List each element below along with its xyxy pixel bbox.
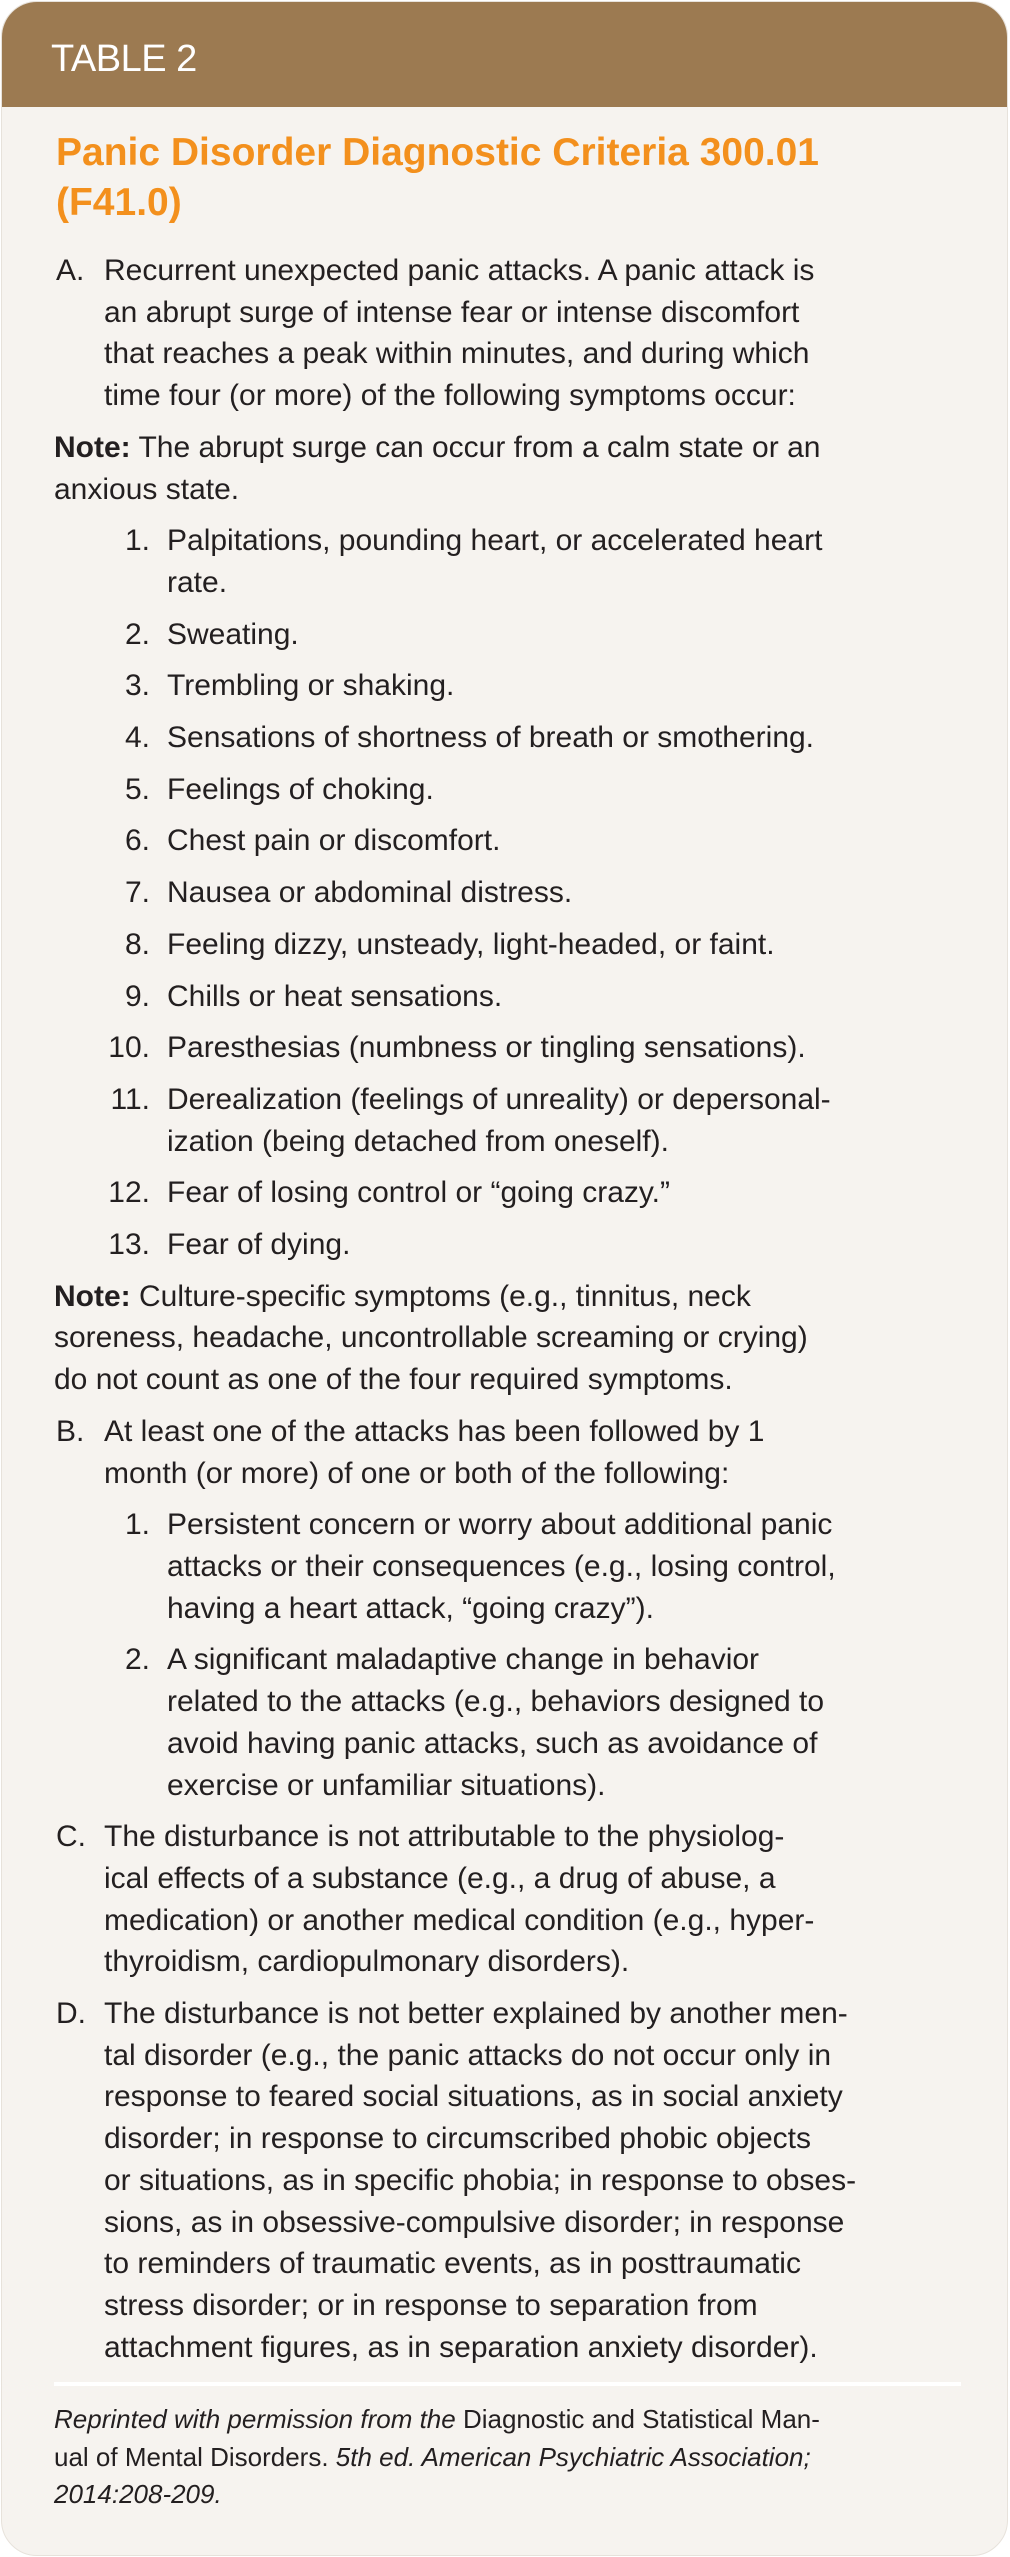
divider xyxy=(54,2382,961,2386)
text-line: to reminders of traumatic events, as in posttraumatic xyxy=(104,2247,801,2281)
item-number: 2. xyxy=(124,617,150,651)
text-line: Chest pain or discomfort. xyxy=(167,824,501,858)
text-line: At least one of the attacks has been followed by 1 xyxy=(104,1414,765,1448)
text-line: Nausea or abdominal distress. xyxy=(167,876,573,910)
title-line: (F41.0) xyxy=(56,181,182,224)
list-item xyxy=(2,924,1007,966)
text-line: attacks or their consequences (e.g., losing control, xyxy=(167,1549,836,1583)
criterion-letter: D. xyxy=(56,1997,86,2031)
text-line xyxy=(2,427,1007,469)
text-line: Persistent concern or worry about additional panic xyxy=(167,1508,833,1542)
footnote-title-text: ual of Mental Disorders. xyxy=(54,2441,329,2472)
text-line: Fear of losing control or “going crazy.” xyxy=(167,1176,670,1210)
item-number: 13. xyxy=(108,1228,150,1262)
criterion-block xyxy=(2,1993,1007,2368)
item-number: 11. xyxy=(110,1082,150,1116)
text-line: thyroidism, cardiopulmonary disorders). xyxy=(104,1945,630,1979)
note-text: The abrupt surge can occur from a calm state or an xyxy=(130,430,821,464)
list-item xyxy=(2,1172,1007,1214)
text-line: Sensations of shortness of breath or smothering. xyxy=(167,721,815,755)
text-line: medication) or another medical condition (e.g., hyper- xyxy=(104,1903,815,1937)
footnote-italic-text: Reprinted with permission from the xyxy=(54,2404,463,2434)
list-item xyxy=(2,717,1007,759)
table-label: TABLE 2 xyxy=(51,38,197,80)
list-item xyxy=(2,614,1007,656)
text-line: The disturbance is not better explained by another men- xyxy=(104,1997,848,2031)
text-line: soreness, headache, uncontrollable screaming or crying) xyxy=(54,1321,808,1355)
text-line: Palpitations, pounding heart, or accelerated heart xyxy=(167,524,823,558)
item-number: 1. xyxy=(124,524,150,558)
text-line: ization (being detached from oneself). xyxy=(167,1124,669,1158)
item-number: 12. xyxy=(108,1176,150,1210)
list-item xyxy=(2,769,1007,811)
item-number: 10. xyxy=(108,1031,150,1065)
item-number: 3. xyxy=(124,669,150,703)
footnote-italic-text: 2014:208-209. xyxy=(54,2479,222,2509)
text-line: do not count as one of the four required symptoms. xyxy=(54,1363,733,1397)
text-line: Sweating. xyxy=(167,617,299,651)
criterion-letter: A. xyxy=(56,254,85,287)
footnote-line xyxy=(54,2476,820,2514)
text-line xyxy=(2,1276,1007,1318)
item-number: 6. xyxy=(124,824,150,858)
text-line: avoid having panic attacks, such as avoidance of xyxy=(167,1726,818,1760)
criterion-block xyxy=(2,1816,1007,1983)
text-line: rate. xyxy=(167,565,228,599)
text-line: having a heart attack, “going crazy”). xyxy=(167,1591,654,1625)
text-line: stress disorder; or in response to separation from xyxy=(104,2288,758,2322)
table-card xyxy=(1,1,1008,2556)
text-line: sions, as in obsessive-compulsive disorder; in response xyxy=(104,2205,845,2239)
list-item xyxy=(2,665,1007,707)
text-line: Fear of dying. xyxy=(167,1228,351,1262)
list-item xyxy=(2,1224,1007,1266)
note-block xyxy=(2,427,1007,510)
item-number: 8. xyxy=(124,927,150,961)
list-item xyxy=(2,520,1007,603)
footnote-title-text: Diagnostic and Statistical Man- xyxy=(462,2404,820,2434)
list-item xyxy=(2,1027,1007,1069)
text-line: an abrupt surge of intense fear or intense discomfort xyxy=(104,295,800,329)
text-line: The disturbance is not attributable to the physiolog- xyxy=(104,1820,785,1854)
footnote-line xyxy=(54,2401,820,2439)
criterion-letter: C. xyxy=(56,1820,86,1854)
text-line: attachment figures, as in separation anxiety disorder). xyxy=(104,2330,818,2364)
note-label: Note: xyxy=(54,430,131,464)
list-item xyxy=(2,820,1007,862)
text-line: anxious state. xyxy=(54,472,240,506)
text-line: month (or more) of one or both of the following: xyxy=(104,1456,730,1490)
text-line: Paresthesias (numbness or tingling sensations). xyxy=(167,1031,806,1065)
text-line: response to feared social situations, as in social anxiety xyxy=(104,2080,843,2114)
text-line: Derealization (feelings of unreality) or depersonal- xyxy=(167,1082,831,1116)
list-item xyxy=(2,872,1007,914)
list-item xyxy=(2,976,1007,1018)
text-line: or situations, as in specific phobia; in response to obses- xyxy=(104,2163,857,2197)
text-line: exercise or unfamiliar situations). xyxy=(167,1768,606,1802)
criterion-letter: B. xyxy=(56,1414,85,1448)
footnote-italic-text: 5th ed. American Psychiatric Association; xyxy=(328,2441,811,2472)
text-line: tal disorder (e.g., the panic attacks do not occur only in xyxy=(104,2038,832,2072)
text-line: Feeling dizzy, unsteady, light-headed, or faint. xyxy=(167,927,775,961)
text-line: Trembling or shaking. xyxy=(167,669,455,703)
criterion-block xyxy=(2,1411,1007,1494)
criterion-block xyxy=(2,250,1007,417)
list-item xyxy=(2,1504,1007,1629)
text-line: A significant maladaptive change in behavior xyxy=(167,1643,760,1677)
note-text: Culture-specific symptoms (e.g., tinnitus, neck xyxy=(130,1279,751,1313)
text-line: time four (or more) of the following symptoms occur: xyxy=(104,379,796,413)
text-line: Chills or heat sensations. xyxy=(167,979,503,1013)
item-number: 2. xyxy=(124,1643,150,1677)
item-number: 4. xyxy=(124,721,150,755)
item-number: 7. xyxy=(124,876,150,910)
criteria-list xyxy=(2,250,1007,2368)
text-line: that reaches a peak within minutes, and during which xyxy=(104,337,810,371)
text-line: Feelings of choking. xyxy=(167,772,434,806)
text-line: ical effects of a substance (e.g., a drug of abuse, a xyxy=(104,1861,776,1895)
list-item xyxy=(2,1079,1007,1162)
text-line: disorder; in response to circumscribed phobic objects xyxy=(104,2122,812,2156)
title-line: Panic Disorder Diagnostic Criteria 300.01 xyxy=(56,131,819,174)
note-label: Note: xyxy=(54,1279,131,1313)
item-number: 1. xyxy=(124,1508,150,1542)
text-line: Recurrent unexpected panic attacks. A panic attack is xyxy=(104,254,815,287)
table-title xyxy=(56,128,819,228)
item-number: 9. xyxy=(124,979,150,1013)
text-line: related to the attacks (e.g., behaviors designed to xyxy=(167,1685,825,1719)
note-block xyxy=(2,1276,1007,1401)
footnote-line xyxy=(54,2439,820,2477)
item-number: 5. xyxy=(124,772,150,806)
table-header xyxy=(2,2,1007,107)
footnote xyxy=(54,2401,820,2514)
list-item xyxy=(2,1639,1007,1806)
